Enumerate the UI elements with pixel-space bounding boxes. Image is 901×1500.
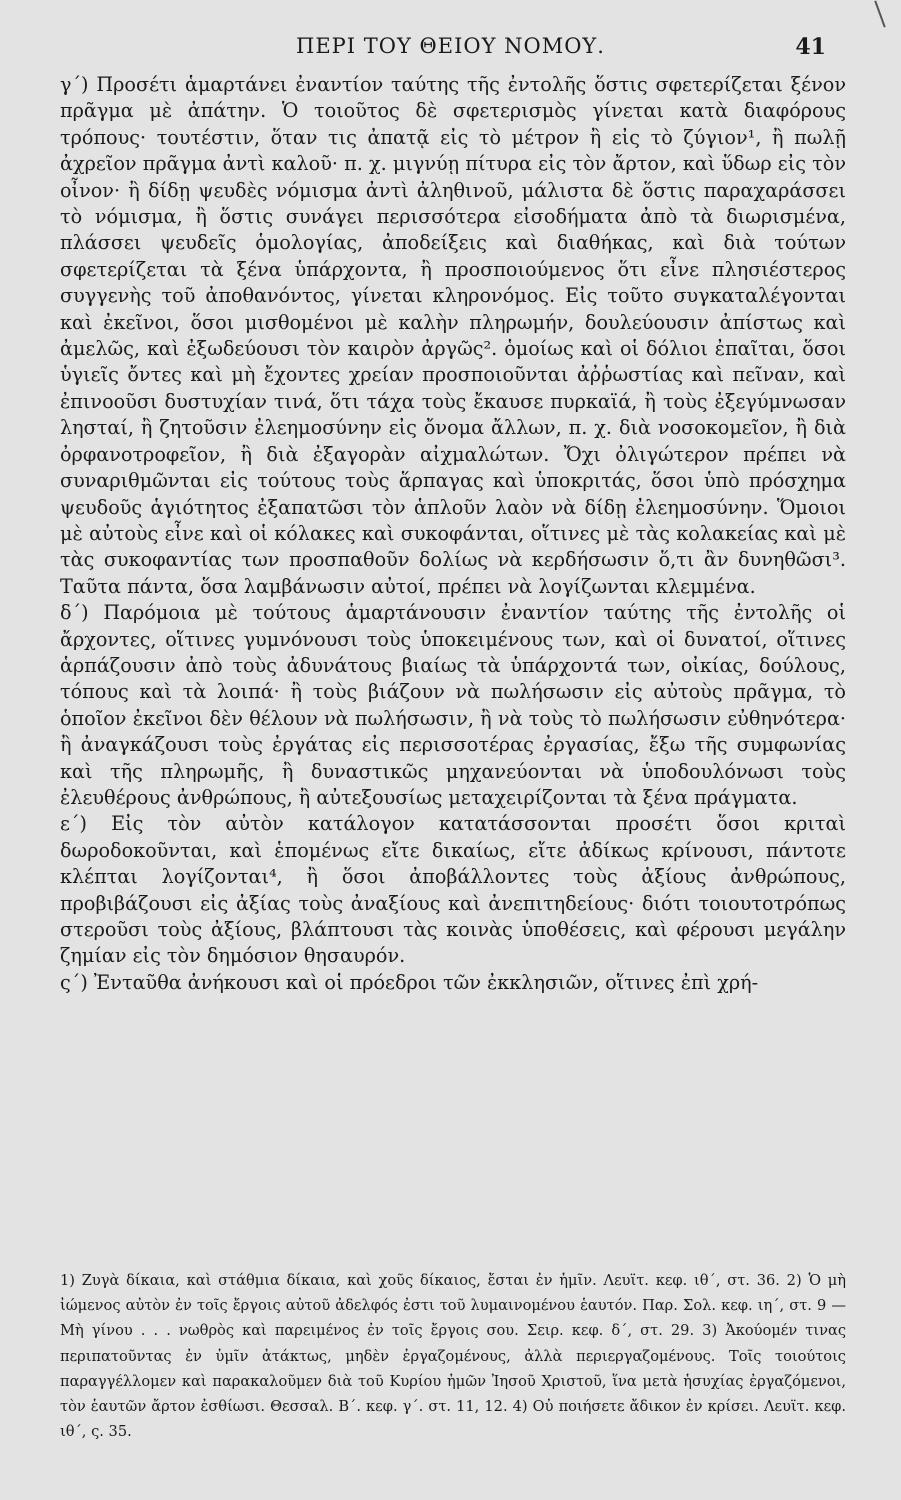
- corner-mark: [874, 1, 885, 28]
- running-header: [0, 34, 901, 64]
- paragraph-gamma: γ΄) Προσέτι ἁμαρτάνει ἐναντίον ταύτης τῆς ἐντολῆς ὅστις σφετερίζεται ξένον πρᾶγμα μὲ ἀπάτην. Ὁ τοιοῦτος δὲ σφετερισμὸς γίνεται κατὰ διαφόρους τρόπους· τουτέστιν, ὅταν τις ἀπατᾷ εἰς τὸ μέτρον ἢ εἰς τὸ ζύγιον¹, ἢ πωλῇ ἀχρεῖον πρᾶγμα ἀντὶ καλοῦ· π. χ. μιγνύῃ πίτυρα εἰς τὸν ἄρτον, καὶ ὕδωρ εἰς τὸν οἶνον· ἢ δίδῃ ψευδὲς νόμισμα ἀντὶ ἀληθινοῦ, μάλιστα δὲ ὅστις παραχαράσσει τὸ νόμισμα, ἢ ὅστις συνάγει περισσότερα εἰσοδήματα ἀπὸ τὰ διωρισμένα, πλάσσει ψευδεῖς ὁμολογίας, ἀποδείξεις καὶ διαθήκας, καὶ διὰ τούτων σφετερίζεται τὰ ξένα ὑπάρχοντα, ἢ προσποιούμενος ὅτι εἶνε πλησιέστερος συγγενὴς τοῦ ἀποθανόντος, γίνεται κληρονόμος. Εἰς τοῦτο συγκαταλέγονται καὶ ἐκεῖνοι, ὅσοι μισθομένοι μὲ καλὴν πληρωμήν, δουλεύουσιν ἀπίστως καὶ ἀμελῶς, καὶ ἐξωδεύουσι τὸν καιρὸν ἀργῶς². ὁμοίως καὶ οἱ δόλιοι ἐπαῖται, ὅσοι ὑγιεῖς ὄντες καὶ μὴ ἔχοντες χρείαν προσποιοῦνται ἀῤῥωστίας καὶ πεῖναν, καὶ ἐπινοοῦσι δυστυχίαν τινά, ὅτι τάχα τοὺς ἔκαυσε πυρκαϊά, ἢ τοὺς ἐξεγύμνωσαν λησταί, ἢ ζητοῦσιν ἐλεημοσύνην εἰς ὄνομα ἄλλων, π. χ. διὰ νοσοκομεῖον, ἢ διὰ ὀρφανοτροφεῖον, ἢ διὰ ἐξαγορὰν αἰχμαλώτων. Ὄχι ὀλιγώτερον πρέπει νὰ συναριθμῶνται εἰς τούτους τοὺς ἅρπαγας καὶ ὑποκριτάς, ὅσοι ὑπὸ πρόσχημα ψευδοῦς ἁγιότητος ἐξαπατῶσι τὸν ἁπλοῦν λαὸν νὰ δίδῃ ἐλεημοσύνην. Ὅμοιοι μὲ αὐτοὺς εἶνε καὶ οἱ κόλακες καὶ συκοφάνται, οἵτινες μὲ τὰς κολακείας καὶ μὲ τὰς συκοφαντίας των προσπαθοῦν δολίως νὰ κερδήσωσιν ὅ,τι ἂν δυνηθῶσι³. Ταῦτα πάντα, ὅσα λαμβάνωσιν αὐτοί, πρέπει νὰ λογίζωνται κλεμμένα.: [60, 73, 846, 598]
- page-title: ΠΕΡΙ ΤΟΥ ΘΕΙΟΥ ΝΟΜΟΥ.: [296, 34, 605, 58]
- page-number: 41: [795, 34, 826, 60]
- footnotes: 1) Ζυγὰ δίκαια, καὶ στάθμια δίκαια, καὶ χοῦς δίκαιος, ἔσται ἐν ἡμῖν. Λευϊτ. κεφ. ιθ΄, στ. 36. 2) Ὁ μὴ ἰώμενος αὐτὸν ἐν τοῖς ἔργοις αὐτοῦ ἀδελφός ἐστι τοῦ λυμαινομένου ἑαυτόν. Παρ. Σολ. κεφ. ιη΄, στ. 9 —Μὴ γίνου . . . νωθρὸς καὶ παρειμένος ἐν τοῖς ἔργοις σου. Σειρ. κεφ. δ΄, στ. 29. 3) Ἀκούομέν τινας περιπατοῦντας ἐν ὑμῖν ἀτάκτως, μηδὲν ἐργαζομένους, ἀλλὰ περιεργαζομένους. Τοῖς τοιούτοις παραγγέλλομεν καὶ παρακαλοῦμεν διὰ τοῦ Κυρίου ἡμῶν Ἰησοῦ Χριστοῦ, ἵνα μετὰ ἡσυχίας ἐργαζόμενοι, τὸν ἑαυτῶν ἄρτον ἐσθίωσι. Θεσσαλ. Β΄. κεφ. γ΄. στ. 11, 12. 4) Οὐ ποιήσετε ἄδικον ἐν κρίσει. Λευϊτ. κεφ. ιθ΄, ς. 35.: [60, 1272, 846, 1441]
- paragraph-epsilon: ε΄) Εἰς τὸν αὐτὸν κατάλογον κατατάσσονται προσέτι ὅσοι κριταὶ δωροδοκοῦνται, καὶ ἑπομένως εἴτε δικαίως, εἴτε ἀδίκως κρίνουσι, πάντοτε κλέπται λογίζονται⁴, ἢ ὅσοι ἀποβάλλοντες τοὺς ἀξίους ἀνθρώπους, προβιβάζουσι εἰς ἀξίας τοὺς ἀναξίους καὶ ἀνεπιτηδείους· διότι τοιουτοτρόπως στεροῦσι τοὺς ἀξίους, βλάπτουσι τὰς κοινὰς ὑποθέσεις, καὶ φέρουσι μεγάλην ζημίαν εἰς τὸν δημόσιον θησαυρόν.: [60, 812, 846, 968]
- paragraph-delta: δ΄) Παρόμοια μὲ τούτους ἁμαρτάνουσιν ἐναντίον ταύτης τῆς ἐντολῆς οἱ ἄρχοντες, οἵτινες γυμνόνουσι τοὺς ὑποκειμένους των, καὶ οἱ δυνατοί, οἵτινες ἁρπάζουσιν ἀπὸ τοὺς ἀδυνάτους βιαίως τὰ ὑπάρχοντά των, οἰκίας, δούλους, τόπους καὶ τὰ λοιπά· ἢ τοὺς βιάζουν νὰ πωλήσωσιν εἰς αὐτοὺς πρᾶγμα, τὸ ὁποῖον ἐκεῖνοι δὲν θέλουν νὰ πωλήσωσιν, ἢ νὰ τοὺς τὸ πωλήσωσιν εὐθηνότερα· ἢ ἀναγκάζουσι τοὺς ἐργάτας εἰς περισσοτέρας ἐργασίας, ἔξω τῆς συμφωνίας καὶ τῆς πληρωμῆς, ἢ δυναστικῶς μηχανεύονται νὰ ὑποδουλόνωσι τοὺς ἐλευθέρους ἀνθρώπους, ἢ αὐτεξουσίως μεταχειρίζονται τὰ ξένα πράγματα.: [60, 601, 846, 809]
- main-text: [60, 72, 846, 996]
- paragraph-stigma: ς΄) Ἐνταῦθα ἀνήκουσι καὶ οἱ πρόεδροι τῶν ἐκκλησιῶν, οἵτινες ἐπὶ χρή-: [60, 970, 759, 994]
